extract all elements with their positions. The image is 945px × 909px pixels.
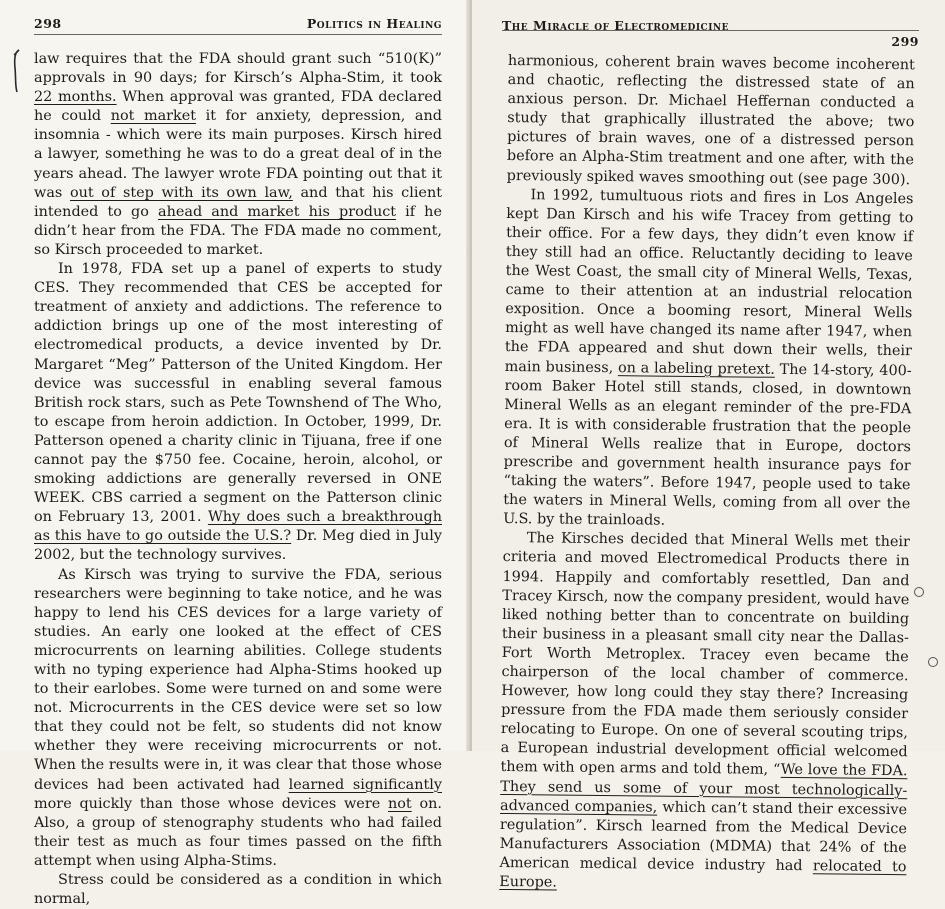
underlined-text: learned significantly (288, 776, 442, 793)
underlined-text: We love the FDA. They send us some of your most technologically-advanced companies, (500, 762, 908, 816)
text-run: As Kirsch was trying to survive the FDA, serious researchers were beginning to take notice, and he was happy to lend his CES devices for a large variety of studies. An early one looked at the effect of CES microcurrents on learning abilities. College students with no typing experience had Alpha-Stims hooked up to their earlobes. Some were turned on and some were not. Microcurrents in the CES device were set so low that they could not be felt, so students did not know whether they were receiving microcurrents or not. When the results were in, it was clear that those whose devices had been activated had (34, 566, 442, 793)
underlined-text: relocated to Europe. (499, 858, 907, 891)
paragraph (34, 50, 442, 260)
underlined-text: ahead and market his product (158, 203, 397, 220)
text-run: Dr. Meg died in July 2002, but the technology survives. (34, 528, 442, 564)
underlined-text: not (388, 795, 412, 812)
text-run: When approval was granted, FDA declared he could (34, 89, 442, 125)
left-body-text (34, 50, 442, 909)
text-run: The Kirsches decided that Mineral Wells met their criteria and moved Electromedical Products there in 1994. Happily and comfortably resettled, Dan and Tracey Kirsch, now the company president, would have liked nothing better than to concentrate on building their business in a pleasant small city near the Dallas-Fort Worth Metroplex. Tracey even became the chairperson of the local chamber of commerce. However, how long could they stay there? Increasing pressure from the FDA made them seriously consider relocating to Europe. On one of several scouting trips, a European industrial development official welcomed them with open arms and told them, “ (500, 530, 910, 779)
left-running-head: Politics in Healing (306, 16, 442, 31)
underlined-text: Why does such a breakthrough as this have to go outside the U.S.? (34, 509, 442, 545)
left-page (0, 0, 470, 908)
underlined-text: out of step with its own law, (69, 184, 293, 201)
text-run: and that his client intended to go (34, 184, 443, 220)
paragraph (34, 566, 442, 872)
text-run: it for anxiety, depression, and insomnia - which were its main purposes. Kirsch hired a lawyer, something he was to do a great deal of in the years ahead. The lawyer wrote FDA pointing out that it was (34, 108, 442, 201)
text-run: harmonious, coherent brain waves become incoherent and chaotic, reflecting the distressed state of an anxious person. Dr. Michael Heffernan conducted a study that graphically illustrated the above; two pictures of brain waves, one of a distressed person before an Alpha-Stim treatment and one after, with the previously spiked waves smoothing out (see page 300). (506, 52, 915, 188)
right-page (472, 0, 945, 891)
right-page-number: 299 (891, 34, 919, 49)
right-body-text (499, 52, 915, 896)
right-running-head: The Miracle of Electromedicine (502, 18, 730, 33)
text-run: if he didn’t hear from the FDA. The FDA made no comment, so Kirsch proceeded to market. (34, 203, 442, 258)
paragraph (499, 529, 910, 896)
right-page-header (502, 12, 919, 49)
text-run: more quickly than those whose devices were (34, 795, 388, 812)
text-run: In 1992, tumultuous riots and fires in Los Angeles kept Dan Kirsch and his wife Tracey from getting to their office. For a few days, they didn’t even know if they still had an office. Reluctantly deciding to leave the West Coast, the small city of Mineral Wells, Texas, came to their attention at an industrial relocation exposition. Once a booming resort, Mineral Wells might as well have changed its name after 1947, when the FDA appeared and shut down their wells, their main business, (504, 186, 914, 376)
text-run: on. Also, a group of stenography students who had failed their test as much as four times passed on the fifth attempt when using Alpha-Stims. (34, 795, 442, 869)
underlined-text: not market (110, 108, 197, 125)
text-run: The 14-story, 400-room Baker Hotel still stands, closed, in downtown Mineral Wells as an elegant reminder of the pre-FDA era. It is with considerable frustration that the people of Mineral Wells realize that in Europe, doctors prescribe and government health insurance pays for “taking the waters”. Before 1947, people used to take the waters in Mineral Wells, coming from all over the U.S. by the trainloads. (503, 361, 912, 529)
text-run: which can’t stand their excessive regulation”. Kirsch learned from the Medical Device Manufacturers Association (MDMA) that 24% of the American medical device industry had (499, 799, 908, 875)
paragraph (34, 260, 442, 566)
underlined-text: 22 months. (34, 89, 117, 106)
left-header-rule (34, 34, 442, 35)
paragraph (34, 871, 442, 909)
right-header-rule (502, 30, 919, 31)
text-run: Stress could be considered as a condition in which normal, (34, 872, 442, 908)
margin-bracket-icon (12, 48, 22, 94)
paragraph (503, 186, 914, 534)
text-run: law requires that the FDA should grant such “510(K)” approvals in 90 days; for Kirsch’s Alpha-Stim, it took (34, 51, 442, 87)
left-page-number: 298 (34, 16, 62, 31)
margin-circle-icon (914, 587, 924, 597)
underlined-text: on a labeling pretext. (617, 359, 775, 378)
margin-circle-icon (928, 657, 938, 667)
paragraph (507, 52, 915, 190)
left-page-header (34, 14, 442, 44)
text-run: In 1978, FDA set up a panel of experts to study CES. They recommended that CES be accepted for treatment of anxiety and addictions. The reference to addiction brings up one of the most interesting of electromedical products, a device invented by Dr. Margaret “Meg” Patterson of the United Kingdom. Her device was successful in enabling several famous British rock stars, such as Pete Townshend of The Who, to escape from heroin addiction. In October, 1999, Dr. Patterson opened a charity clinic in Tijuana, free if one cannot pay the $750 fee. Cocaine, heroin, alcohol, or smoking addictions are generally reversed in ONE WEEK. CBS carried a segment on the Patterson clinic on February 13, 2001. (34, 261, 442, 526)
